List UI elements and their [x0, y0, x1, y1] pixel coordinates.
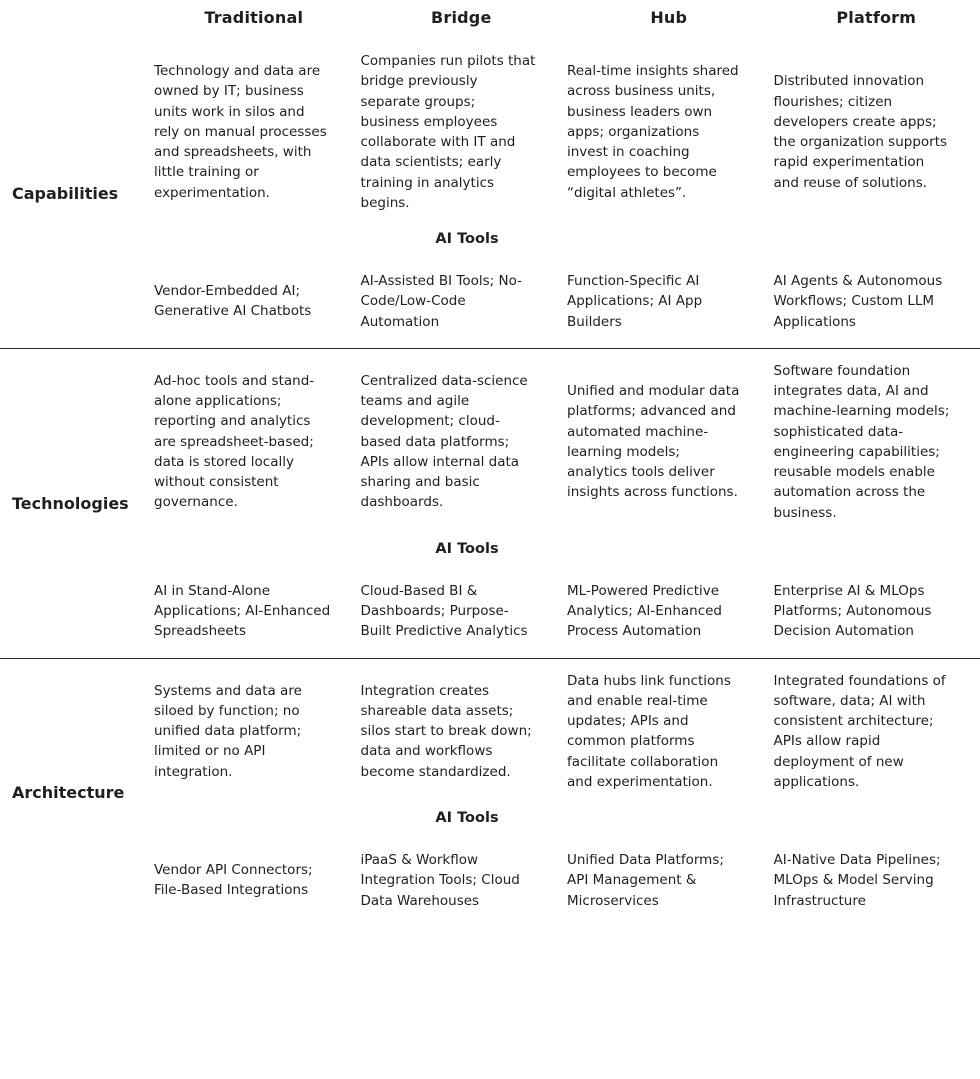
capabilities-bridge-ai-tools: AI-Assisted BI Tools; No-Code/Low-Code Automation [360, 273, 522, 330]
technologies-hub-ai-tools: ML-Powered Predictive Analytics; AI-Enhanced Process Automation [567, 582, 722, 640]
column-header-row [0, 8, 980, 27]
architecture-platform-ai-tools: AI-Native Data Pipelines; MLOps & Model Serving Infrastructure [773, 852, 941, 909]
architecture-traditional-description: Systems and data are siloed by function; no unified data platform; limited or no API integration. [154, 682, 302, 780]
row-label-technologies: Technologies [12, 493, 129, 513]
architecture-descriptions-row [154, 671, 980, 793]
column-header-bridge: Bridge [430, 8, 492, 27]
architecture-ai-tools-row [154, 850, 980, 911]
section-capabilities [0, 39, 980, 348]
capabilities-bridge-description: Companies run pilots that bridge previously separate groups; business employees collaborate with IT and data scientists; early training in analytics begins. [360, 53, 536, 211]
architecture-bridge-ai-tools: iPaaS & Workflow Integration Tools; Cloud Data Warehouses [360, 852, 520, 909]
architecture-hub-ai-tools: Unified Data Platforms; API Management & Microservices [567, 852, 724, 909]
technologies-platform-description: Software foundation integrates data, AI and machine-learning models; sophisticated data-engineering capabilities; reusable models enable automation across the business. [773, 362, 950, 521]
capabilities-platform-description: Distributed innovation flourishes; citizen developers create apps; the organization supports rapid experimentation and reuse of solutions. [773, 73, 948, 191]
technologies-bridge-description: Centralized data-science teams and agile development; cloud-based data platforms; APIs allow internal data sharing and basic dashboards. [360, 372, 528, 511]
capabilities-platform-ai-tools: AI Agents & Autonomous Workflows; Custom LLM Applications [773, 273, 943, 330]
technologies-bridge-ai-tools: Cloud-Based BI & Dashboards; Purpose-Built Predictive Analytics [360, 582, 528, 640]
column-header-platform: Platform [836, 8, 917, 27]
technologies-traditional-ai-tools: AI in Stand-Alone Applications; AI-Enhanced Spreadsheets [154, 582, 331, 640]
row-label-architecture: Architecture [12, 783, 125, 803]
capabilities-traditional-description: Technology and data are owned by IT; business units work in silos and rely on manual processes and spreadsheets, with little training or experimentation. [154, 63, 327, 201]
technologies-platform-ai-tools: Enterprise AI & MLOps Platforms; Autonomous Decision Automation [773, 582, 932, 640]
capabilities-ai-tools-heading: AI Tools [435, 231, 499, 247]
capabilities-hub-ai-tools: Function-Specific AI Applications; AI App Builders [567, 273, 703, 330]
architecture-traditional-ai-tools: Vendor API Connectors; File-Based Integrations [154, 862, 313, 899]
row-label-capabilities: Capabilities [12, 183, 119, 203]
architecture-ai-tools-heading: AI Tools [435, 810, 499, 826]
architecture-hub-description: Data hubs link functions and enable real-time updates; APIs and common platforms facilitate collaboration and experimentation. [567, 672, 731, 790]
technologies-ai-tools-row [154, 581, 980, 642]
technologies-descriptions-row [154, 361, 980, 523]
section-architecture [0, 658, 980, 927]
technologies-ai-tools-heading: AI Tools [435, 540, 499, 557]
maturity-comparison-table [0, 8, 980, 927]
column-header-hub: Hub [650, 8, 688, 27]
capabilities-ai-tools-row [154, 271, 980, 332]
section-technologies [0, 348, 980, 658]
column-header-traditional: Traditional [204, 8, 304, 27]
section-body-capabilities [150, 39, 980, 348]
capabilities-hub-description: Real-time insights shared across business units, business leaders own apps; organizations invest in coaching employees to become “digital athletes”. [567, 63, 739, 201]
technologies-traditional-description: Ad-hoc tools and stand-alone applications; reporting and analytics are spreadsheet-based; data is stored locally without consistent governance. [154, 372, 315, 511]
technologies-hub-description: Unified and modular data platforms; advanced and automated machine-learning models; analytics tools deliver insights across functions. [567, 383, 740, 501]
section-body-architecture [150, 659, 980, 927]
capabilities-descriptions-row [154, 51, 980, 213]
row-label-spacer [0, 8, 150, 27]
capabilities-traditional-ai-tools: Vendor-Embedded AI; Generative AI Chatbots [154, 283, 312, 320]
architecture-bridge-description: Integration creates shareable data assets; silos start to break down; data and workflows become standardized. [360, 682, 532, 780]
section-body-technologies [150, 349, 980, 658]
architecture-platform-description: Integrated foundations of software, data; AI with consistent architecture; APIs allow rapid deployment of new applications. [773, 672, 946, 790]
